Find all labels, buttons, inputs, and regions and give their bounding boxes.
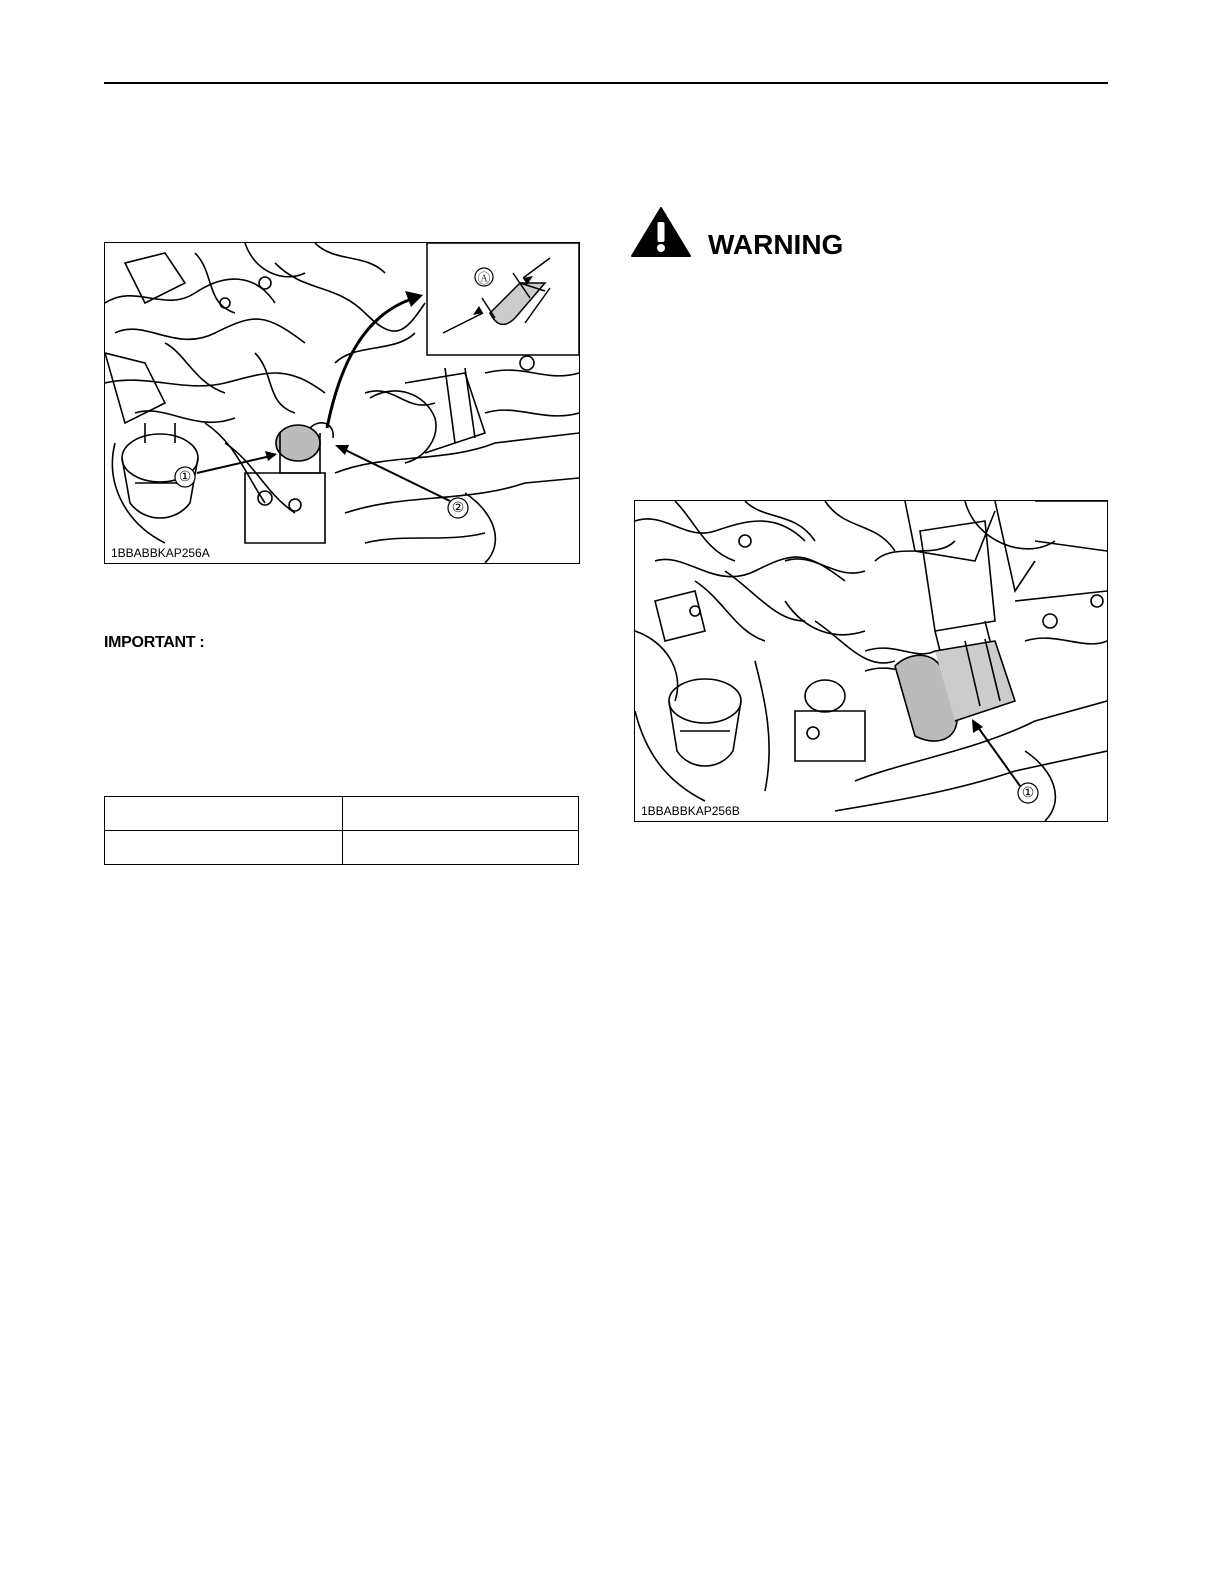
- table-cell: [343, 797, 579, 831]
- figure-fuel-filter-b: [634, 500, 1108, 822]
- engine-illustration-b: [635, 501, 1107, 821]
- callout-2: ②: [451, 499, 465, 515]
- warning-heading: [630, 206, 930, 262]
- figure-id-label: 1BBABBKAP256A: [111, 546, 210, 560]
- engine-illustration-a: [105, 243, 579, 563]
- important-label: IMPORTANT :: [104, 634, 205, 651]
- table-cell: [105, 797, 343, 831]
- callout-1: ①: [1021, 784, 1035, 800]
- warning-triangle-icon: [630, 206, 692, 258]
- table-row: [105, 797, 579, 831]
- figure-fuel-filter-a: [104, 242, 580, 564]
- callout-a: Ⓐ: [477, 271, 491, 286]
- table-cell: [343, 831, 579, 865]
- header-rule: [104, 82, 1108, 84]
- callout-1: ①: [178, 468, 192, 484]
- figure-id-label: 1BBABBKAP256B: [641, 804, 740, 818]
- table-row: [105, 831, 579, 865]
- warning-label: WARNING: [708, 229, 844, 260]
- spec-table: [104, 796, 579, 865]
- table-cell: [105, 831, 343, 865]
